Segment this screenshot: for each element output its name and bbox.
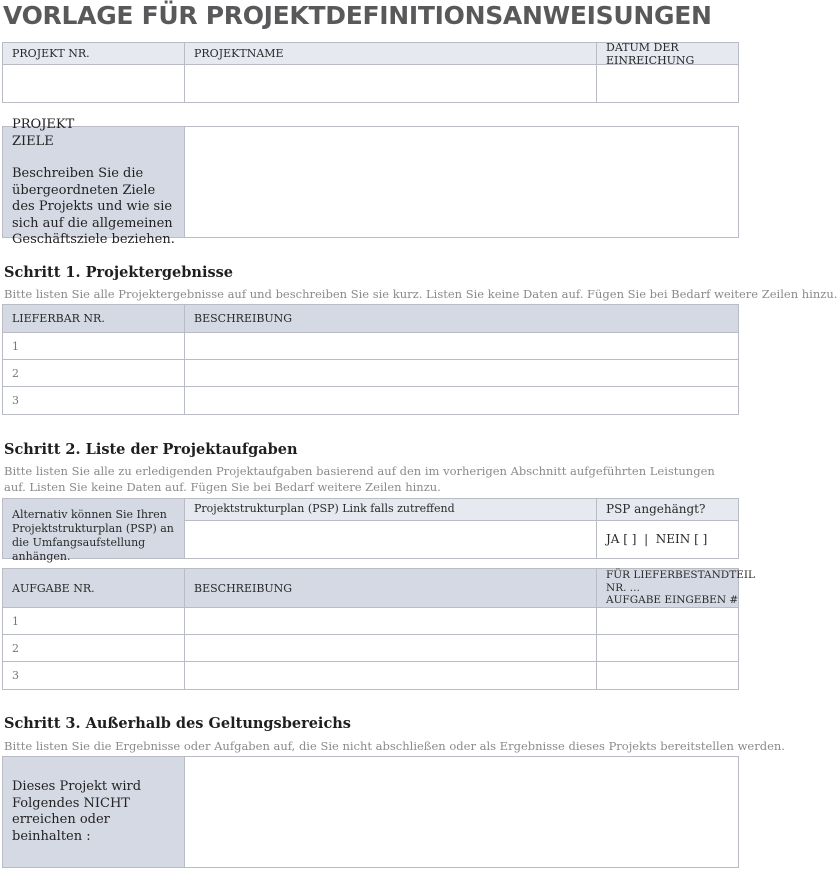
step1-row-description-input[interactable]	[184, 332, 739, 360]
step2-row-description-input[interactable]	[184, 661, 597, 690]
step2-row-deliverable-input[interactable]	[596, 661, 739, 690]
step2-description: Bitte listen Sie alle zu erledigenden Projektaufgaben basierend auf den im vorherigen Abschnitt aufgeführten Leistungen auf. Listen Sie keine Daten auf. Fügen Sie bei Bedarf weitere Zeilen hinzu.	[4, 464, 715, 494]
psp-link-input[interactable]	[184, 520, 597, 559]
step1-row-number: 2	[2, 359, 185, 387]
step2-row-deliverable-input[interactable]	[596, 634, 739, 662]
goals-input[interactable]	[184, 126, 739, 238]
goals-description: Beschreiben Sie die übergeordneten Ziele des Projekts und wie sie sich auf die allgemeinen Geschäftsziele beziehen.	[12, 166, 175, 247]
out-of-scope-label: Dieses Projekt wird Folgendes NICHT erreichen oder beinhalten :	[2, 756, 185, 868]
page-title: VORLAGE FÜR PROJEKTDEFINITIONSANWEISUNGEN	[3, 1, 712, 30]
goals-label-cell	[2, 117, 185, 247]
step2-row-deliverable-input[interactable]	[596, 607, 739, 635]
step1-row-description-input[interactable]	[184, 386, 739, 415]
header-col-submission-date	[596, 42, 739, 65]
project-number-input[interactable]	[2, 64, 185, 103]
project-name-input[interactable]	[184, 64, 597, 103]
step2-col-deliverable-ref-line2: NR. ...	[606, 581, 640, 594]
step2-col-deliverable-ref	[596, 568, 755, 608]
submission-date-input[interactable]	[596, 64, 739, 103]
header-col-submission-date-line2: EINREICHUNG	[606, 54, 695, 67]
goals-label-line1: PROJEKT	[12, 117, 75, 132]
step2-row-number: 3	[2, 661, 185, 690]
psp-link-label: Projektstrukturplan (PSP) Link falls zutreffend	[184, 498, 597, 521]
header-col-project-name: PROJEKTNAME	[184, 42, 597, 65]
psp-attached-options[interactable]: JA [ ] | NEIN [ ]	[596, 520, 739, 559]
step3-description: Bitte listen Sie die Ergebnisse oder Aufgaben auf, die Sie nicht abschließen oder als Ergebnisse dieses Projekts bereitstellen werden.	[4, 739, 785, 753]
step1-row-number: 1	[2, 332, 185, 360]
step1-col-deliverable-number: LIEFERBAR NR.	[2, 304, 185, 333]
step1-row-description-input[interactable]	[184, 359, 739, 387]
step1-row-number: 3	[2, 386, 185, 415]
step2-col-description: BESCHREIBUNG	[184, 568, 597, 608]
step2-col-deliverable-ref-line1: FÜR LIEFERBESTANDTEIL	[606, 569, 755, 581]
goals-label-line2: ZIELE	[12, 133, 54, 149]
step2-row-description-input[interactable]	[184, 634, 597, 662]
header-col-submission-date-line1: DATUM DER	[606, 41, 679, 54]
step2-col-task-number: AUFGABE NR.	[2, 568, 185, 608]
step2-row-description-input[interactable]	[184, 607, 597, 635]
out-of-scope-input[interactable]	[184, 756, 739, 868]
step1-col-description: BESCHREIBUNG	[184, 304, 739, 333]
step1-heading: Schritt 1. Projektergebnisse	[4, 264, 234, 281]
step2-row-number: 1	[2, 607, 185, 635]
psp-attached-label: PSP angehängt?	[596, 498, 739, 521]
step2-row-number: 2	[2, 634, 185, 662]
step3-heading: Schritt 3. Außerhalb des Geltungsbereichs	[4, 715, 351, 732]
step2-heading: Schritt 2. Liste der Projektaufgaben	[4, 441, 298, 458]
header-col-project-number: PROJEKT NR.	[2, 42, 185, 65]
step1-description: Bitte listen Sie alle Projektergebnisse auf und beschreiben Sie sie kurz. Listen Sie keine Daten auf. Fügen Sie bei Bedarf weitere Zeilen hinzu.	[4, 287, 837, 301]
step2-col-deliverable-ref-line3: AUFGABE EINGEBEN #	[606, 594, 739, 606]
psp-note: Alternativ können Sie Ihren Projektstrukturplan (PSP) an die Umfangsaufstellung anhängen.	[2, 498, 185, 559]
